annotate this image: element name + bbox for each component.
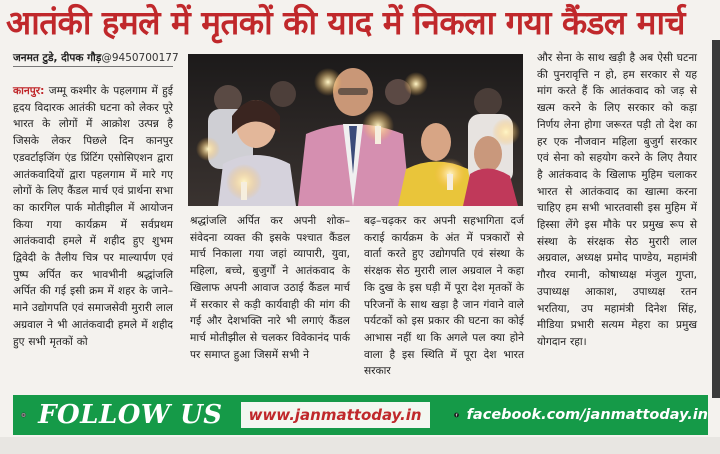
column-1-text: जम्मू कश्मीर के पहलगाम में हुई हृदय विदारक आतंकी घटना को लेकर पूरे भारत के लोगों में आक्रोश उत्पन्न है जिसके लेकर पिछले दिन कानपुर एडवर्टाइजिंग एंड प्रिंटिंग एसोसिएशन द्वारा आतंकवादियों द्वारा पहलगाम में मारे गए लोगों के लिए कैंडल मार्च एवं प्रार्थना सभा का कारगिल पार्क मोतीझील में आयोजन किया गया कार्यक्रम में सर्वप्रथम आतंकवादी हमले में शहीद हुए शुभम द्विवेदी के तैलीय चित्र पर माल्यार्पण एवं पुष्प अर्पित कर भावभीनी श्रद्धांजलि अर्पित की गई इसी क्रम में शहर के जाने–माने उद्योगपति एवं समाजसेवी मुरारी लाल अग्रवाल ने भी आतंकवादी हमले में शहीद हुए सभी मृतकों को bbox=[13, 85, 173, 348]
globe-icon bbox=[21, 400, 26, 430]
website-link[interactable]: www.janmattoday.in bbox=[241, 402, 430, 428]
facebook-link[interactable]: facebook.com/janmattoday.in bbox=[466, 407, 708, 423]
headline: आतंकी हमले में मृतकों की याद में निकला गया कैंडल मार्च bbox=[6, 3, 685, 42]
byline-divider bbox=[13, 66, 173, 67]
facebook-icon[interactable] bbox=[454, 400, 459, 430]
byline bbox=[13, 51, 179, 65]
article-column-4: और सेना के साथ खड़ी है अब ऐसी घटना की पुनरावृत्ति न हो, हम सरकार से यह मांग करते हैं कि आतंकवाद को जड़ से खत्म करने के लिए सरकार को कड़ा निर्णय लेना होगा जरूरत पड़ी तो देश का हर एक नौजवान महिला बुजुर्ग सरकार एवं सेना को सहयोग करने के लिए तैयार है आतंकवाद के खिलाफ मुहिम चलाकर भारत से आतंकवाद का खात्मा करना चाहिए हम सभी भारतवासी इस मुहिम में हिस्सा लेंगे इस मौके पर प्रमुख रूप से संस्था के संरक्षक सेठ मुरारी लाल अग्रवाल, अध्यक्ष प्रमोद पाण्डेय, महामंत्री गौरव रमानी, कोषाध्यक्ष मंजुल गुप्ता, उपाध्यक्ष आकाश, उपाध्यक्ष रतन भरतिया, उप महामंत्री दिनेश सिंह, मीडिया प्रभारी सत्यम मेहरा का प्रमुख योगदान रहा। bbox=[537, 52, 697, 348]
bottom-margin bbox=[0, 437, 720, 454]
article-column-1 bbox=[13, 83, 173, 350]
byline-text: जनमत टुडे, दीपक गौड़ bbox=[13, 52, 102, 64]
follow-us-text: FOLLOW US bbox=[38, 400, 223, 430]
page-edge bbox=[712, 40, 720, 398]
dateline: कानपुर: bbox=[13, 85, 45, 97]
article-column-2: श्रद्धांजलि अर्पित कर अपनी शोक–संवेदना व्यक्त की इसके पश्चात कैंडल मार्च निकाला गया जहां व्यापारी, युवा, महिला, बच्चे, बुजुर्गों ने आतंकवाद के खिलाफ अपनी आवाज उठाई कैंडल मार्च में सरकार से कड़ी कार्यवाही की मांग की गई और देशभक्ति नारे भी लगाएं कैंडल मार्च मोतीझील से चलकर विवेकानंद पार्क पर समाप्त हुआ जिसमें सभी ने bbox=[190, 215, 350, 361]
footer-banner bbox=[13, 395, 708, 435]
article-column-3: बढ़–चढ़कर कर अपनी सहभागिता दर्ज कराई कार्यक्रम के अंत में पत्रकारों से वार्ता करते हुए उद्योगपति एवं संस्था के संरक्षक सेठ मुरारी लाल अग्रवाल ने कहा कि दुख के इस घड़ी में पूरा देश मृतकों के परिजनों के साथ खड़ा है जान गंवाने वाले पर्यटकों को इस प्रकार की घटना का कोई आभास नहीं था कि अगले पल क्या होने वाला है इस स्थिति में पूरा देश भारत सरकार bbox=[364, 215, 524, 378]
byline-phone: @9450700177 bbox=[101, 52, 179, 64]
candle-march-photo bbox=[188, 54, 523, 206]
photo-illustration bbox=[188, 54, 523, 206]
